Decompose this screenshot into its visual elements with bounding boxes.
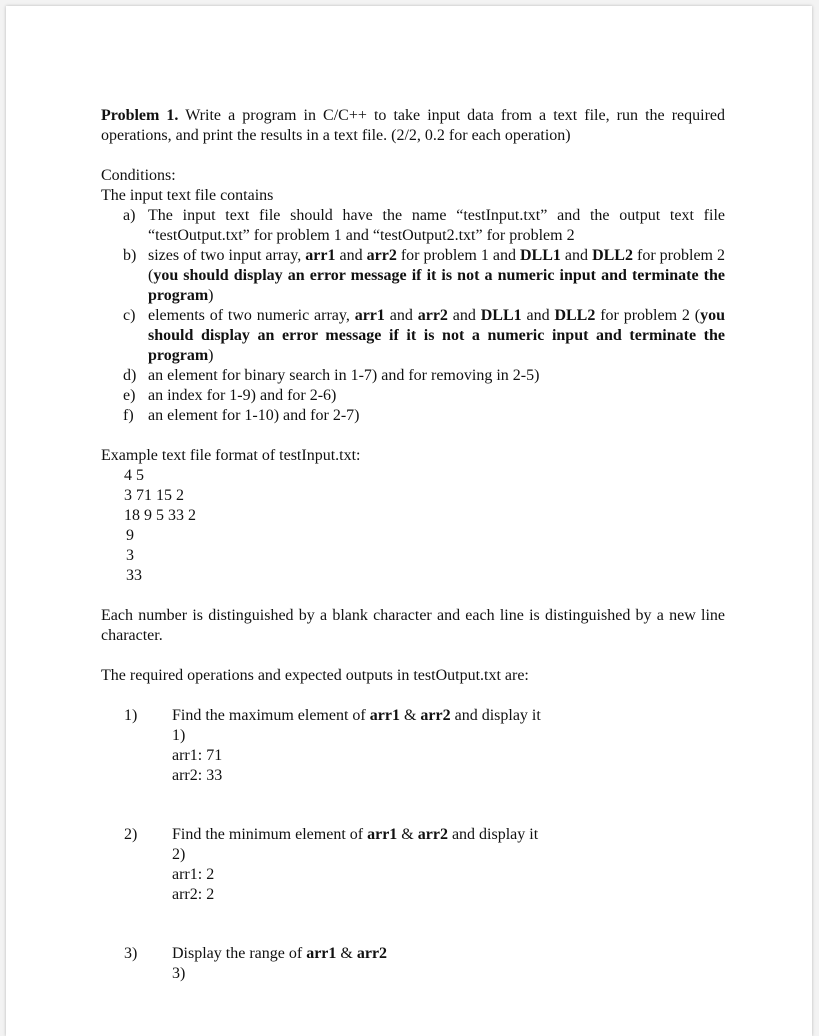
document-content: [101, 106, 725, 984]
condition-text: for problem 2 (: [148, 247, 726, 284]
condition-label: a): [123, 207, 136, 224]
operation-text: arr2: [417, 826, 448, 843]
example-title: Example text file format of testInput.txt:: [101, 447, 361, 464]
condition-item: [101, 406, 725, 426]
condition-text: sizes of two input array,: [148, 247, 306, 264]
condition-item: [101, 306, 725, 366]
condition-text: The input text file should have the name “testInput.txt” and the output text file “testOutput.txt” for problem 1 and “testOutput2.txt” for problem 2: [148, 207, 725, 244]
operation-item: [101, 825, 725, 905]
operations-title: The required operations and expected outputs in testOutput.txt are:: [101, 667, 529, 684]
condition-item: [101, 246, 725, 306]
condition-item: [101, 366, 725, 386]
example-line: 3 71 15 2: [124, 487, 184, 504]
condition-text: for problem 1 and: [396, 247, 520, 264]
operation-number: 1): [124, 707, 138, 724]
condition-text: ): [208, 347, 214, 364]
condition-item: [101, 206, 725, 246]
operation-text: &: [399, 707, 421, 724]
condition-text: for problem 2 (: [595, 307, 701, 324]
condition-text: an index for 1-9) and for 2-6): [148, 387, 337, 404]
operation-output-line: arr1: 71: [172, 747, 223, 764]
example-line: 3: [126, 547, 134, 564]
condition-text: arr1: [354, 307, 385, 324]
condition-text: and: [335, 247, 367, 264]
condition-text: DLL2: [592, 247, 633, 264]
operation-output-line: 3): [172, 965, 186, 982]
condition-text: DLL1: [520, 247, 561, 264]
operation-number: 2): [124, 826, 138, 843]
operation-description: [172, 944, 725, 964]
operation-text: arr1: [369, 707, 400, 724]
condition-text: an element for 1-10) and for 2-7): [148, 407, 360, 424]
condition-label: f): [123, 407, 134, 424]
problem-statement: [101, 106, 725, 146]
conditions-title: Conditions:: [101, 167, 176, 184]
example-line: 4 5: [124, 467, 144, 484]
condition-text: elements of two numeric array,: [148, 307, 355, 324]
operation-number: 3): [124, 945, 138, 962]
operation-text: and display it: [447, 826, 539, 843]
condition-label: e): [123, 387, 136, 404]
operation-text: arr2: [420, 707, 451, 724]
condition-text: and: [384, 307, 418, 324]
operation-output-line: 1): [172, 727, 186, 744]
example-line: 18 9 5 33 2: [124, 507, 196, 524]
operation-text: Find the minimum element of: [172, 826, 368, 843]
operation-description: [172, 825, 725, 845]
operation-item: [101, 944, 725, 984]
operation-text: arr1: [367, 826, 398, 843]
condition-text: DLL2: [554, 307, 596, 324]
condition-text: and: [521, 307, 555, 324]
operation-text: Find the maximum element of: [172, 707, 370, 724]
operation-text: and display it: [450, 707, 541, 724]
operation-description: [172, 706, 725, 726]
condition-text: an element for binary search in 1-7) and for removing in 2-5): [148, 367, 540, 384]
condition-item: [101, 386, 725, 406]
conditions-list: [101, 206, 725, 426]
condition-text: and: [560, 247, 593, 264]
conditions-lead: The input text file contains: [101, 187, 274, 204]
operation-output-line: arr1: 2: [172, 866, 215, 883]
condition-label: c): [123, 307, 136, 324]
operations-list: [101, 706, 725, 984]
operation-output-line: arr2: 2: [172, 886, 215, 903]
condition-label: d): [123, 367, 137, 384]
operation-text: Display the range of: [172, 945, 307, 962]
condition-text: arr1: [305, 247, 336, 264]
condition-text: arr2: [417, 307, 448, 324]
condition-text: and: [447, 307, 481, 324]
problem-heading: Problem 1.: [101, 107, 179, 124]
operation-output-line: 2): [172, 846, 186, 863]
operation-text: arr2: [356, 945, 388, 962]
condition-text: arr2: [366, 247, 397, 264]
example-line: 9: [126, 527, 134, 544]
problem-intro: Write a program in C/C++ to take input data from a text file, run the required operations, and print the results in a text file. (2/2, 0.2 for each operation): [101, 107, 726, 144]
condition-text: you should display an error message if it is not a numeric input and terminate the program: [148, 267, 725, 304]
condition-text: DLL1: [480, 307, 522, 324]
condition-text: ): [208, 287, 214, 304]
operation-text: &: [336, 945, 357, 962]
operation-text: arr1: [306, 945, 337, 962]
example-line: 33: [126, 567, 142, 584]
condition-label: b): [123, 247, 137, 264]
operation-text: &: [397, 826, 418, 843]
operation-output-line: arr2: 33: [172, 767, 223, 784]
document-page: [6, 6, 812, 1036]
operation-item: [101, 706, 725, 786]
example-file-content: [101, 466, 725, 586]
format-note: Each number is distinguished by a blank character and each line is distinguished by a new line character.: [101, 607, 725, 644]
condition-text: you should display an error message if it is not a numeric input and terminate the program: [148, 307, 725, 364]
